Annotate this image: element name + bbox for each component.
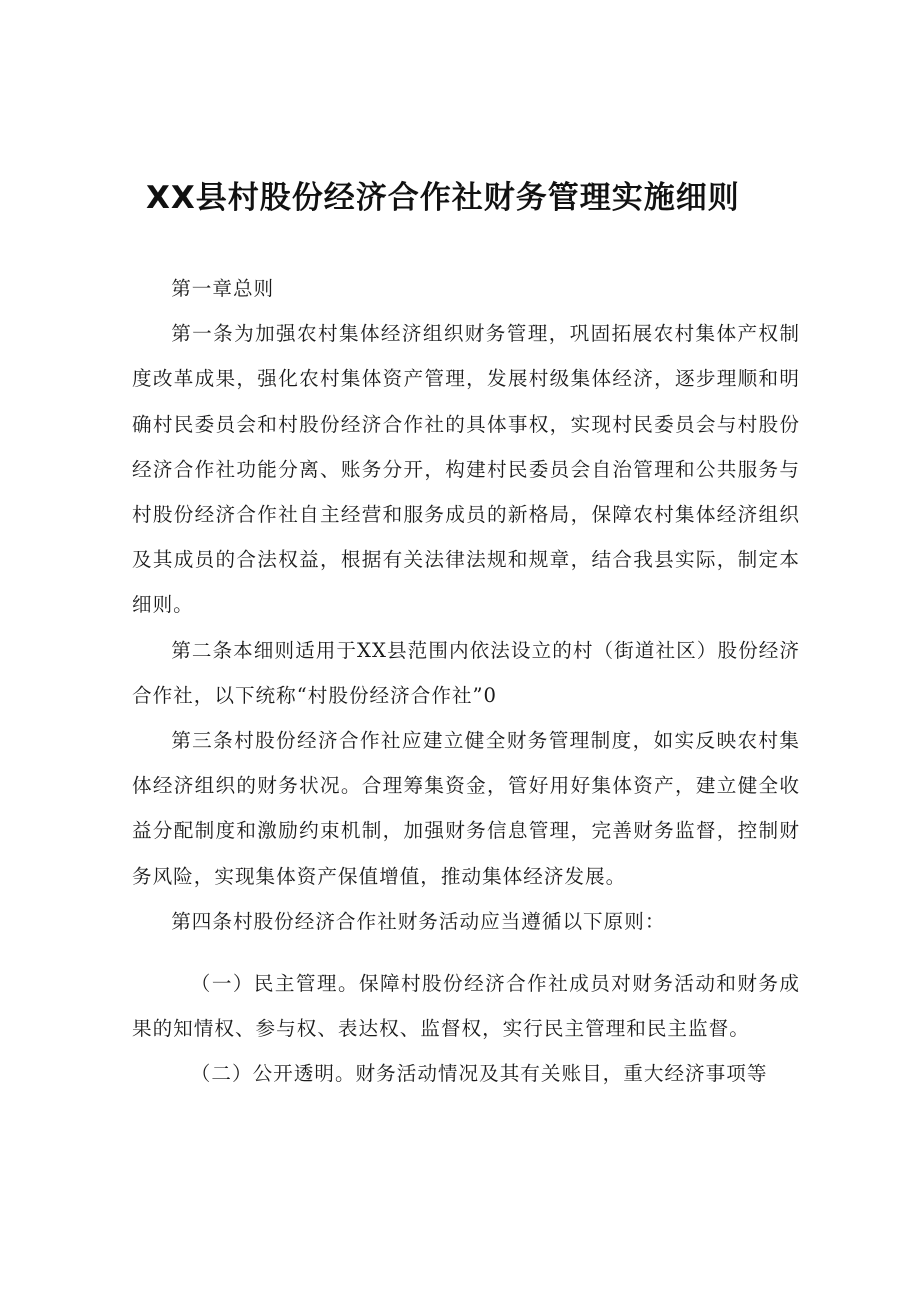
principle-item-2: （二）公开透明。财务活动情况及其有关账目，重大经济事项等 [190, 1062, 768, 1086]
principle-item-1: （一）民主管理。保障村股份经济合作社成员对财务活动和财务成果的知情权、参与权、表达权、监督权，实行民主管理和民主监督。 [132, 972, 800, 1041]
article-3-paragraph: 第三条村股份经济合作社应建立健全财务管理制度，如实反映农村集体经济组织的财务状况。合理筹集资金，管好用好集体资产，建立健全收益分配制度和激励约束机制，加强财务信息管理，完善财务监督，控制财务风险，实现集体资产保值增值，推动集体经济发展。 [132, 729, 800, 888]
article-4-paragraph: 第四条村股份经济合作社财务活动应当遵循以下原则： [171, 909, 666, 933]
article-2-paragraph: 第二条本细则适用于XX县范围内依法设立的村（街道社区）股份经济合作社，以下统称“村股份经济合作社”0 [132, 638, 800, 707]
document-body [132, 266, 800, 1097]
chapter-heading: 第一章总则 [171, 277, 275, 300]
article-1-paragraph: 第一条为加强农村集体经济组织财务管理，巩固拓展农村集体产权制度改革成果，强化农村集体资产管理，发展村级集体经济，逐步理顺和明确村民委员会和村股份经济合作社的具体事权，实现村民委员会与村股份经济合作社功能分离、账务分开，构建村民委员会自治管理和公共服务与村股份经济合作社自主经营和服务成员的新格局，保障农村集体经济组织及其成员的合法权益，根据有关法律法规和规章，结合我县实际，制定本细则。 [132, 322, 800, 617]
document-title: XX县村股份经济合作社财务管理实施细则 [146, 180, 740, 216]
